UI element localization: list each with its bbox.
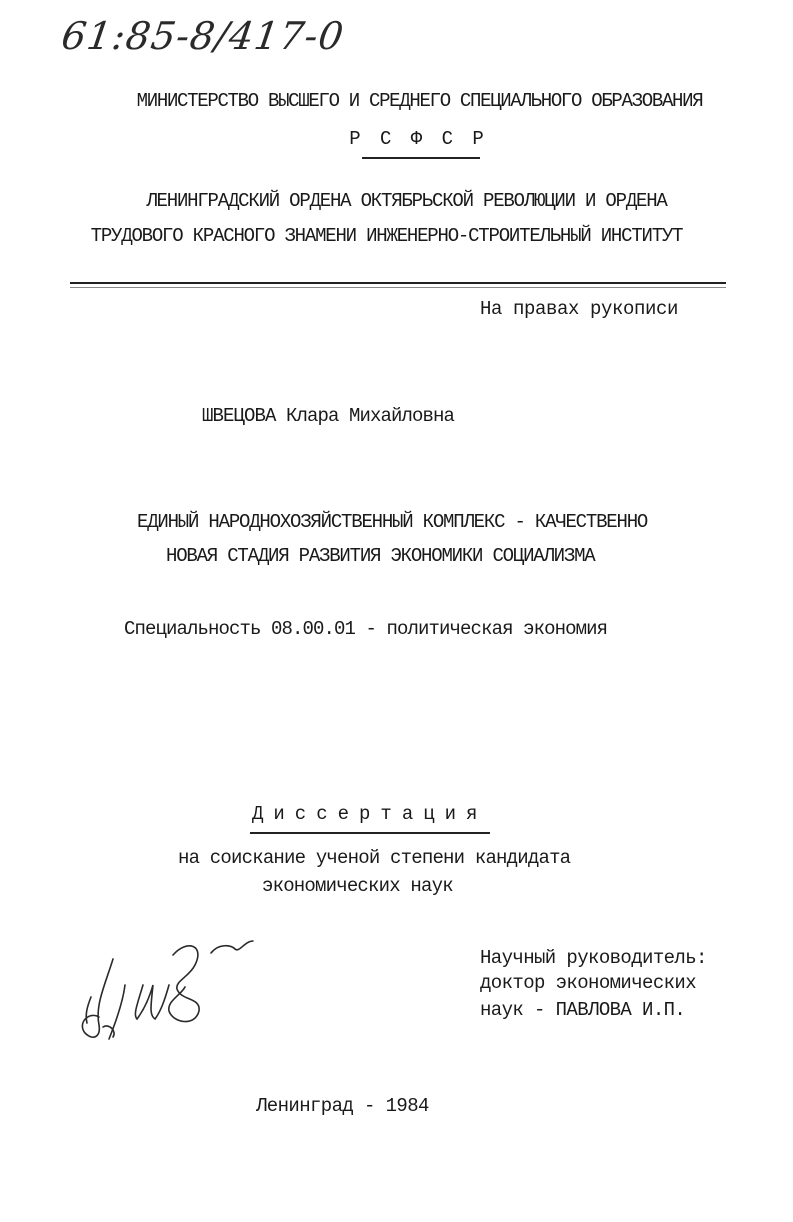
place-year: Ленинград - 1984 [256,1095,429,1117]
dissertation-heading: Диссертация [252,803,488,825]
republic-line: Р С Ф С Р [349,128,488,150]
archive-code: 61:85-8/417-0 [58,14,347,58]
header-divider-shadow [70,287,726,288]
header-divider [70,282,726,284]
institute-line-1: ЛЕНИНГРАДСКИЙ ОРДЕНА ОКТЯБРЬСКОЙ РЕВОЛЮЦИИ И ОРДЕНА [146,190,667,212]
supervisor-line-3: наук - ПАВЛОВА И.П. [480,999,686,1021]
republic-underline [362,157,480,159]
manuscript-note: На правах рукописи [480,298,679,320]
supervisor-line-2: доктор экономических [480,972,697,994]
handwritten-signature [65,915,265,1055]
dissertation-line-1: на соискание ученой степени кандидата [178,847,571,869]
title-line-1: ЕДИНЫЙ НАРОДНОХОЗЯЙСТВЕННЫЙ КОМПЛЕКС - КАЧЕСТВЕННО [137,511,648,533]
supervisor-line-1: Научный руководитель: [480,947,707,969]
dissertation-underline [250,832,490,834]
author-name: ШВЕЦОВА Клара Михайловна [202,405,455,427]
dissertation-line-2: экономических наук [262,875,453,897]
title-line-2: НОВАЯ СТАДИЯ РАЗВИТИЯ ЭКОНОМИКИ СОЦИАЛИЗМА [166,545,595,567]
ministry-line: МИНИСТЕРСТВО ВЫСШЕГО И СРЕДНЕГО СПЕЦИАЛЬНОГО ОБРАЗОВАНИЯ [136,90,703,112]
specialty: Специальность 08.00.01 - политическая экономия [124,618,608,640]
institute-line-2: ТРУДОВОГО КРАСНОГО ЗНАМЕНИ ИНЖЕНЕРНО-СТРОИТЕЛЬНЫЙ ИНСТИТУТ [90,225,683,247]
